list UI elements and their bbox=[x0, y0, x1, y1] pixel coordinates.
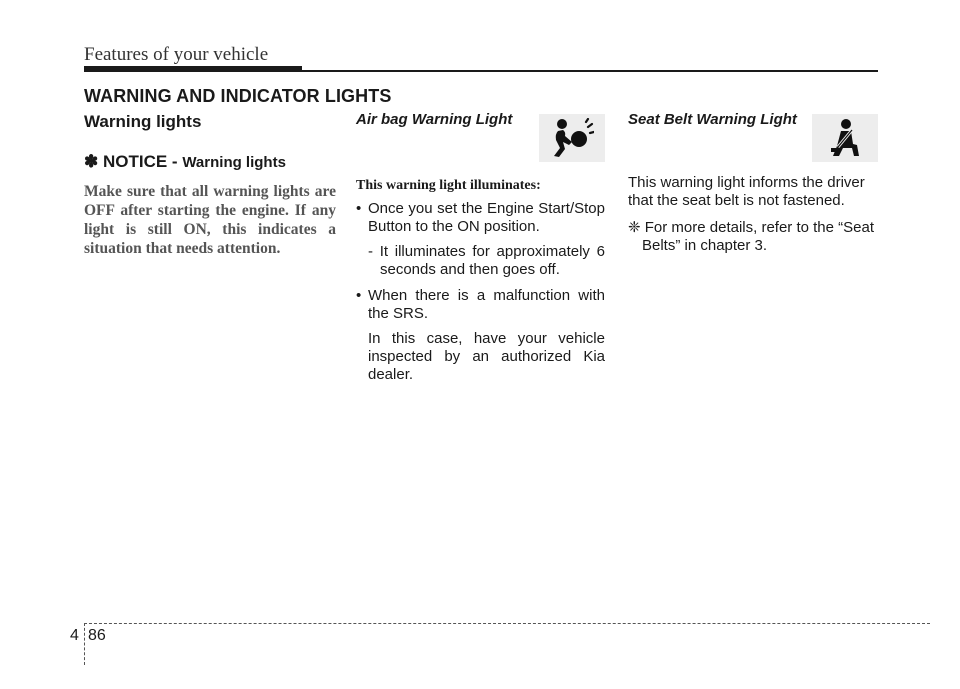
airbag-bullet-1-sub: - It illuminates for approximately 6 seconds and then goes off. bbox=[368, 243, 605, 278]
notice-star-icon: ✽ bbox=[84, 152, 99, 171]
column-airbag bbox=[356, 110, 605, 384]
airbag-bullet-2: When there is a malfunction with the SRS. bbox=[368, 287, 605, 322]
seatbelt-header bbox=[628, 110, 878, 164]
seatbelt-warning-icon bbox=[827, 118, 863, 158]
airbag-bullet-2-para: In this case, have your vehicle inspected by an authorized Kia dealer. bbox=[368, 330, 605, 383]
notice-subtitle: Warning lights bbox=[182, 154, 286, 171]
seatbelt-title: Seat Belt Warning Light bbox=[628, 111, 797, 128]
seatbelt-reference-text: For more details, refer to the “Seat Belts” in chapter 3. bbox=[642, 219, 875, 254]
list-item bbox=[356, 287, 605, 384]
footer-rule bbox=[84, 623, 930, 624]
warning-lights-heading: Warning lights bbox=[84, 112, 202, 131]
list-item bbox=[356, 200, 605, 279]
column-warning-lights bbox=[84, 110, 336, 258]
header-title: Features of your vehicle bbox=[84, 44, 269, 65]
seatbelt-reference bbox=[628, 219, 878, 255]
notice-heading bbox=[84, 152, 336, 172]
column-seatbelt bbox=[628, 110, 878, 255]
page-number: 86 bbox=[88, 627, 106, 644]
airbag-header bbox=[356, 110, 605, 164]
airbag-lead: This warning light illuminates: bbox=[356, 178, 541, 193]
airbag-warning-icon bbox=[550, 118, 594, 158]
airbag-icon-box bbox=[539, 114, 605, 162]
notice-label: NOTICE - bbox=[102, 152, 178, 171]
seatbelt-icon-box bbox=[812, 114, 878, 162]
airbag-bullet-1: Once you set the Engine Start/Stop Button to the ON position. bbox=[368, 200, 605, 235]
reference-icon: ❈ bbox=[628, 219, 641, 236]
header-rule-thin bbox=[84, 70, 878, 72]
airbag-title: Air bag Warning Light bbox=[356, 111, 513, 128]
seatbelt-body: This warning light informs the driver that the seat belt is not fastened. bbox=[628, 174, 865, 209]
notice-body: Make sure that all warning lights are OFF after starting the engine. If any light is still ON, this indicates a situation that needs attention. bbox=[84, 183, 336, 257]
chapter-number: 4 bbox=[70, 627, 79, 644]
footer-divider bbox=[84, 623, 85, 665]
airbag-bullet-list bbox=[356, 200, 605, 384]
section-title: WARNING AND INDICATOR LIGHTS bbox=[84, 86, 392, 106]
